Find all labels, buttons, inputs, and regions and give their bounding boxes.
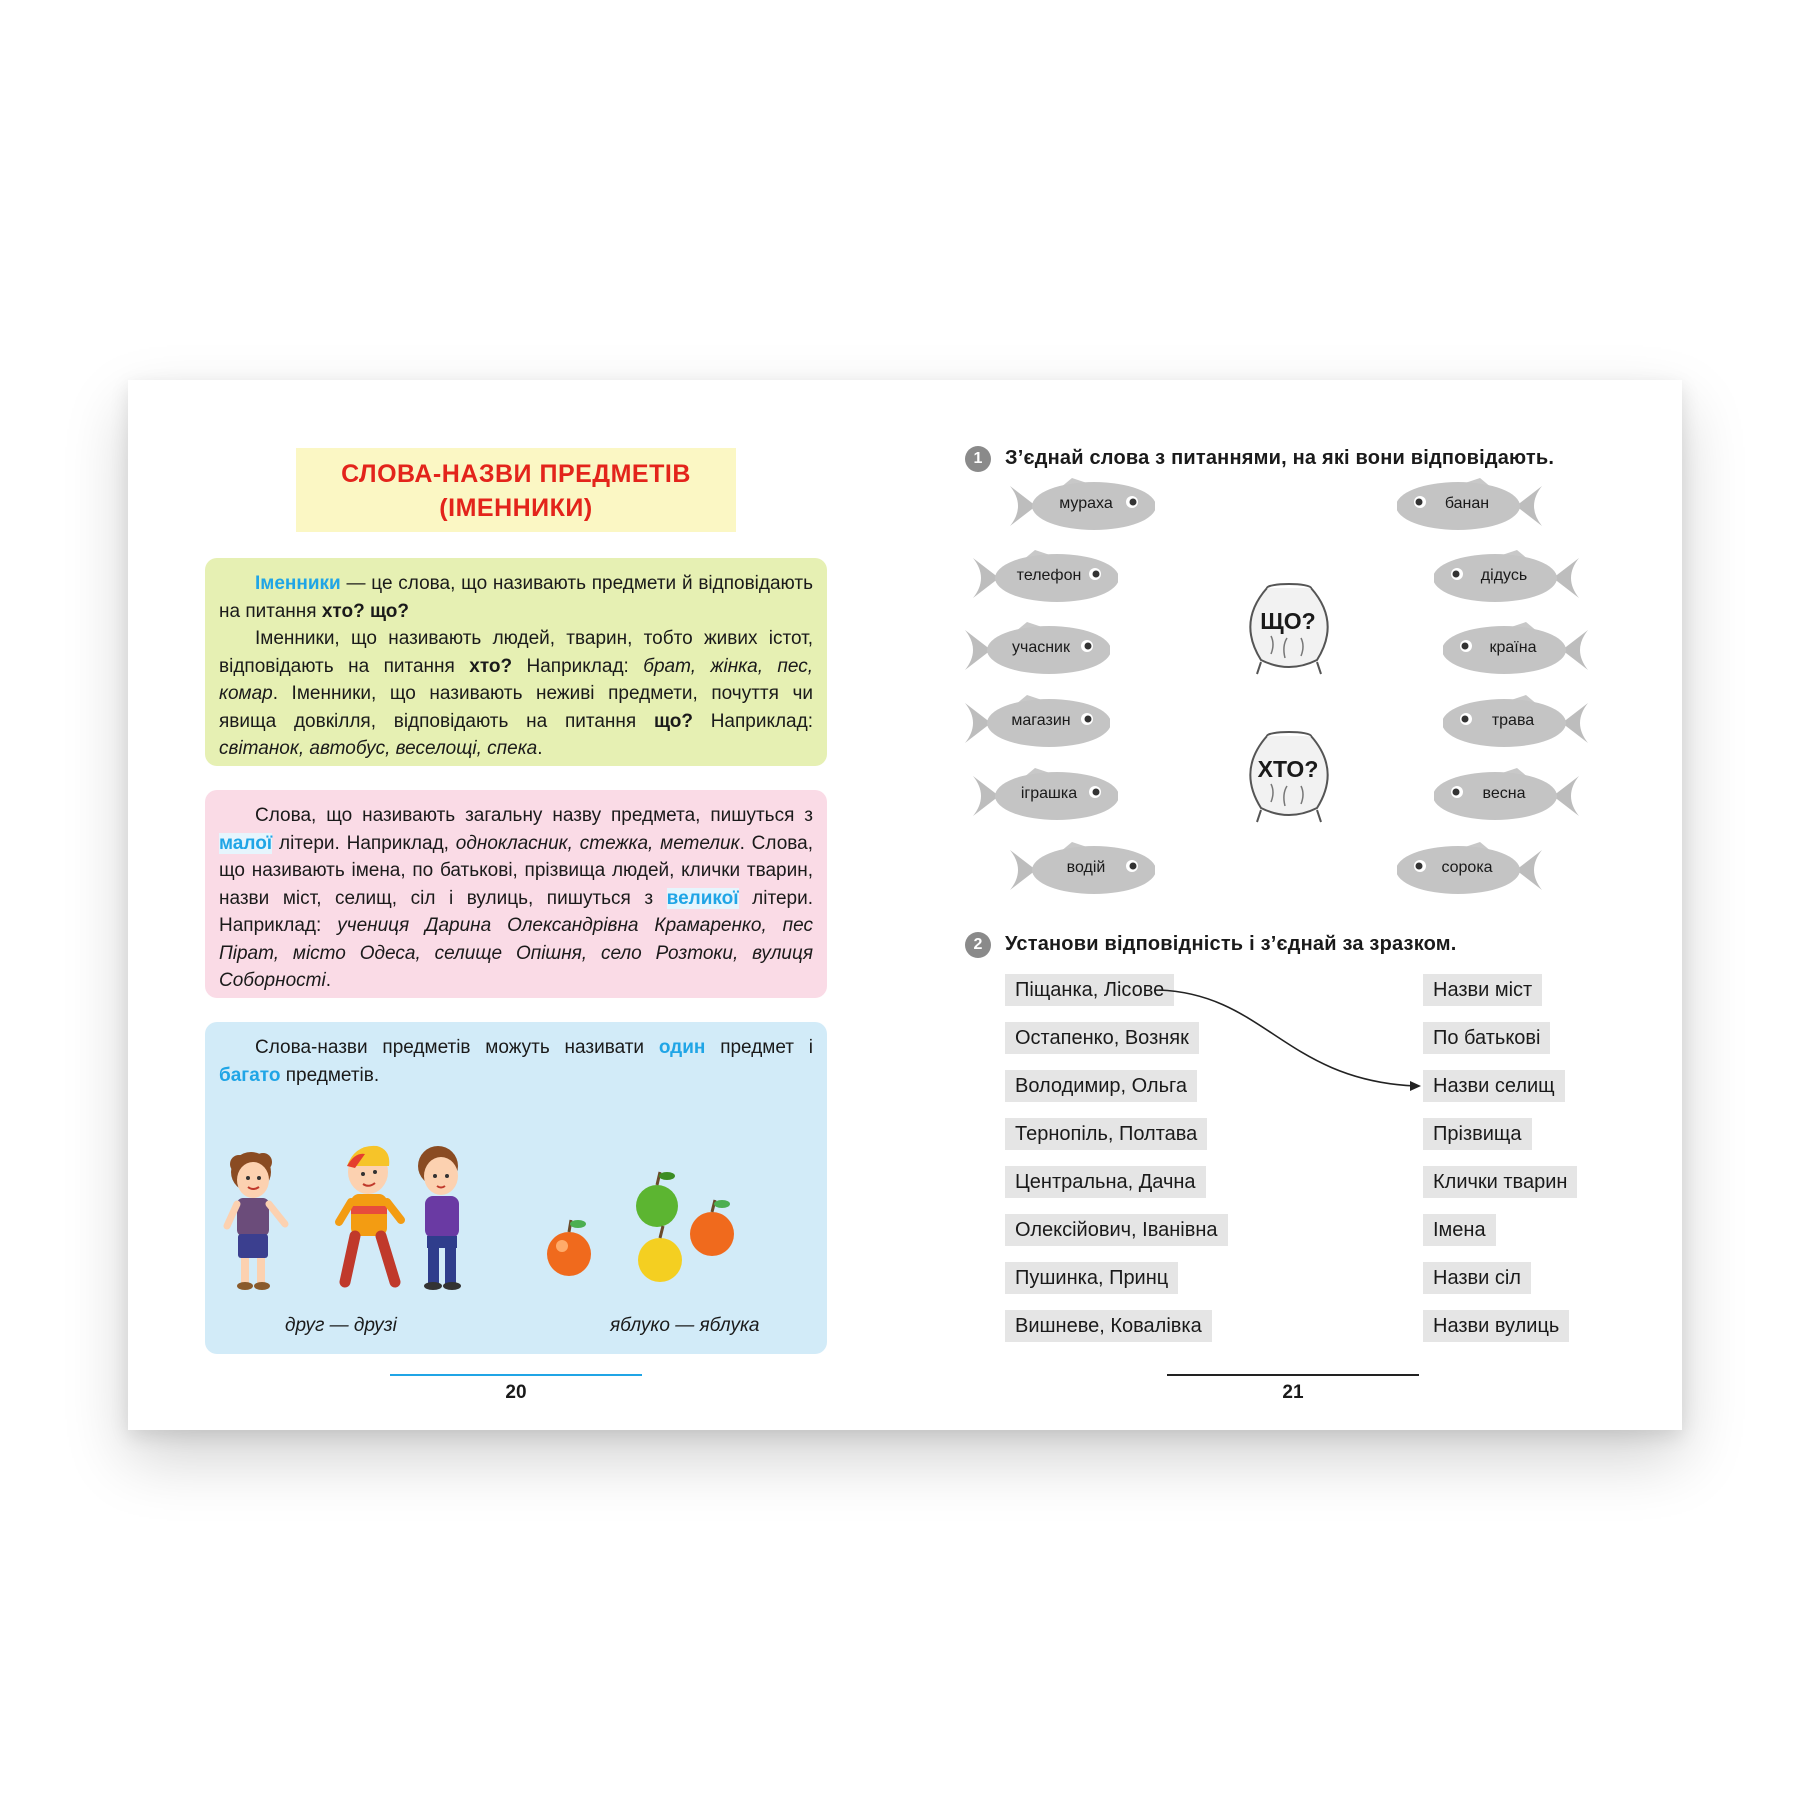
right-word-6[interactable]: Імена (1423, 1214, 1496, 1246)
left-word-1[interactable]: Піщанка, Лісове (1005, 974, 1174, 1006)
left-word-4[interactable]: Тернопіль, Полтава (1005, 1118, 1207, 1150)
right-word-5[interactable]: Клички тварин (1423, 1166, 1577, 1198)
fish-word: дідусь (1480, 567, 1528, 584)
left-word-7[interactable]: Пушинка, Принц (1005, 1262, 1178, 1294)
left-word-3[interactable]: Володимир, Ольга (1005, 1070, 1197, 1102)
left-word-5[interactable]: Центральна, Дачна (1005, 1166, 1206, 1198)
task-2-text: Установи відповідність і з’єднай за зразком. (1005, 933, 1457, 955)
right-page (905, 380, 1682, 1430)
fish-word: трава (1491, 712, 1535, 729)
page-number-left (390, 1374, 642, 1404)
word-many: багато (219, 1064, 281, 1086)
illustration-boys-apples (205, 1122, 827, 1322)
capitalization-paragraph (219, 802, 813, 995)
boy-illustration-purple (418, 1146, 461, 1290)
bowl-who-label: ХТО? (1257, 756, 1319, 782)
caption-friend-friends: друг — друзі (285, 1315, 397, 1336)
task-2-number: 2 (965, 932, 991, 958)
section-title-box (296, 448, 736, 532)
left-word-2[interactable]: Остапенко, Возняк (1005, 1022, 1199, 1054)
boy-illustration-single (227, 1152, 285, 1290)
title-line-1: СЛОВА-НАЗВИ ПРЕДМЕТІВ (341, 460, 691, 488)
text-run: літери. Наприклад: (219, 887, 813, 936)
number-panel (205, 1022, 827, 1354)
task-1-number: 1 (965, 446, 991, 472)
definition-panel (205, 558, 827, 766)
number-paragraph (219, 1034, 813, 1089)
text-run: Наприклад: (512, 655, 644, 677)
text-run: Іменники, що називають людей, тварин, тобто живих істот, відповідають на питання (219, 628, 813, 677)
text-run: . (325, 970, 331, 991)
text-run: . Іменники, що називають неживі предмети, почуття чи явища довкілля, відповідають на питання (219, 683, 813, 732)
fish-word: водій (1066, 859, 1106, 876)
question-who: хто? (469, 655, 513, 677)
page-number-rule (390, 1374, 642, 1376)
task-1-text: З’єднай слова з питаннями, на які вони відповідають. (1005, 447, 1555, 469)
capitalization-panel (205, 790, 827, 998)
term-nouns: Іменники (255, 573, 341, 594)
fish-word: іграшка (1020, 785, 1078, 802)
text-run: Наприклад: (692, 710, 813, 732)
small-letter-highlight: малої (219, 832, 273, 854)
left-word-6[interactable]: Олексійович, Іванівна (1005, 1214, 1228, 1246)
text-run: предметів. (280, 1064, 380, 1086)
right-word-3[interactable]: Назви селищ (1423, 1070, 1565, 1102)
book-spread (128, 380, 1682, 1430)
right-word-4[interactable]: Прізвища (1423, 1118, 1532, 1150)
right-word-8[interactable]: Назви вулиць (1423, 1310, 1569, 1342)
bowl-what-label: ЩО? (1260, 608, 1316, 634)
text-run: . Слова, що називають імена, по батькові, прізвища людей, клички тварин, назви міст, селищ, сіл і вулиць, пишуться з (219, 832, 813, 909)
apples-illustration-many (636, 1172, 734, 1282)
text-run: предмет і (705, 1037, 813, 1058)
fish-word: телефон (1016, 567, 1082, 584)
boy-illustration-cap (339, 1146, 401, 1282)
word-one: один (658, 1037, 706, 1058)
page-number-right (1167, 1374, 1419, 1404)
page-number-text: 20 (505, 1382, 527, 1403)
fish-word: мураха (1059, 495, 1113, 512)
right-word-7[interactable]: Назви сіл (1423, 1262, 1531, 1294)
caption-apple-apples: яблуко — яблука (610, 1315, 760, 1336)
left-word-8[interactable]: Вишневе, Ковалівка (1005, 1310, 1212, 1342)
text-run: Слова, що називають загальну назву предмета, пишуться з (255, 805, 813, 826)
text-run: — це слова, що називають предмети й відповідають на питання (219, 573, 813, 622)
page-number-rule (1167, 1374, 1419, 1376)
text-run: Слова-назви предметів можуть називати (255, 1037, 659, 1058)
example-common-nouns: однокласник, стежка, метелик (455, 832, 740, 854)
fish-word: учасник (1011, 639, 1070, 656)
text-run: літери. Наприклад, (272, 832, 456, 854)
title-line-2: (ІМЕННИКИ) (439, 494, 593, 522)
text-run: . (537, 738, 543, 759)
fish-word: країна (1489, 639, 1537, 656)
page-number-text: 21 (1282, 1382, 1304, 1403)
definition-paragraph-1 (219, 570, 813, 625)
sample-connector-arrow (905, 380, 1682, 1430)
fish-word: весна (1482, 785, 1526, 802)
fish-word: банан (1444, 495, 1490, 512)
example-animate: брат, жінка, пес, комар (219, 655, 813, 704)
fish-word: магазин (1011, 712, 1071, 729)
question-what: що? (653, 710, 693, 732)
definition-paragraph-2 (219, 625, 813, 763)
capital-letter-highlight: великої (666, 887, 739, 909)
fish-word: сорока (1441, 859, 1493, 876)
right-word-2[interactable]: По батькові (1423, 1022, 1550, 1054)
question-who-what: хто? що? (321, 600, 409, 622)
left-page (128, 380, 905, 1430)
apple-illustration-single (547, 1220, 591, 1276)
example-proper-nouns: учениця Дарина Олександрівна Крамаренко, пес Пірат, місто Одеса, селище Опішня, село Розтоки, вулиця Соборності (219, 915, 813, 991)
example-inanimate: світанок, автобус, веселощі, спека (219, 738, 538, 759)
right-word-1[interactable]: Назви міст (1423, 974, 1542, 1006)
